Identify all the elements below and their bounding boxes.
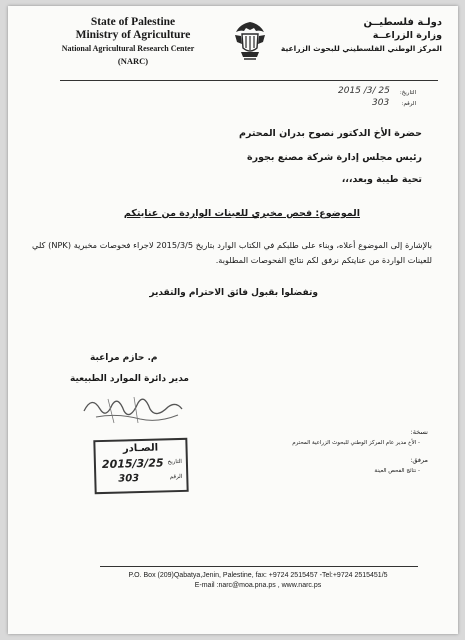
stamp-title: الصـادر [122, 442, 159, 455]
footer-address: P.O. Box (209)Qabatya,Jenin, Palestine, fax: +9724 2515457 -Tel:+9724 2515451/5 [128, 572, 388, 579]
attachments-label: مرفق: [410, 456, 428, 464]
stamp-number: 303 [118, 473, 140, 485]
arabic-letterhead [262, 16, 442, 55]
copies-label: نسخة: [410, 428, 428, 436]
closing-line: وتفضلوا بقبول فائق الاحترام والتقدير [149, 288, 318, 298]
number-label: الرقم: [401, 101, 416, 107]
letter-page [8, 6, 458, 634]
signature-scribble [78, 389, 188, 427]
state-name-ar: دولـة فلسطيــن [363, 17, 442, 28]
header-divider [60, 80, 438, 81]
subject-text: فحص مخبري للعينات الواردة من عنايتكم [123, 208, 313, 219]
recipient-line: حضرة الأخ الدكتور نصوح بدران المحترم [239, 128, 422, 139]
copies-item: - الأخ مدير عام المركز الوطني للبحوث الزراعية المحترم [292, 440, 420, 446]
center-name-en: National Agricultural Research Center [61, 44, 195, 53]
attachment-item: - نتائج الفحص العينة [374, 468, 420, 474]
stamp-date-label: التاريخ [167, 458, 182, 466]
recipient-title: رئيس مجلس إدارة شركة مصنع بجورة [247, 152, 422, 163]
center-acronym-en: (NARC) [117, 56, 149, 66]
date-value: 2015 /3/ 25 [338, 86, 390, 96]
ministry-name-ar: وزارة الزراعــة [372, 30, 442, 41]
stamp-number-label: الرقم [169, 473, 183, 481]
attachment-item-text: نتائج الفحص العينة [374, 468, 417, 474]
english-letterhead [58, 16, 208, 68]
stamp-date: 2015/3/25 [101, 456, 164, 472]
state-name-en: State of Palestine [90, 16, 176, 28]
ministry-name-en: Ministry of Agriculture [75, 29, 191, 41]
subject-label: الموضوع: [315, 208, 360, 219]
date-label: التاريخ: [399, 90, 416, 96]
outgoing-stamp [93, 438, 188, 494]
footer-contact: E-mail :narc@moa.pna.ps , www.narc.ps [194, 582, 322, 589]
copies-item-text: الأخ مدير عام المركز الوطني للبحوث الزراعية المحترم [292, 440, 417, 446]
footer-divider [100, 566, 418, 567]
signatory-name: م. حازم مراعبة [90, 353, 158, 363]
body-paragraph: بالإشارة إلى الموضوع أعلاه، وبناء على طلبكم في الكتاب الوارد بتاريخ 2015/3/5 لاجراء فحوصات مخبرية (NPK) كلي للعينات الواردة من عنايتكم نرفق لكم نتائج الفحوصات المطلوبة. [32, 240, 433, 265]
center-name-ar: المركز الوطني الفلسطيني للبحوث الزراعية [280, 44, 442, 53]
signatory-title: مدير دائرة الموارد الطبيعية [70, 374, 189, 384]
number-value: 303 [372, 98, 390, 108]
subject-line [124, 208, 360, 219]
greeting: تحية طيبة وبعد،،، [341, 174, 422, 185]
